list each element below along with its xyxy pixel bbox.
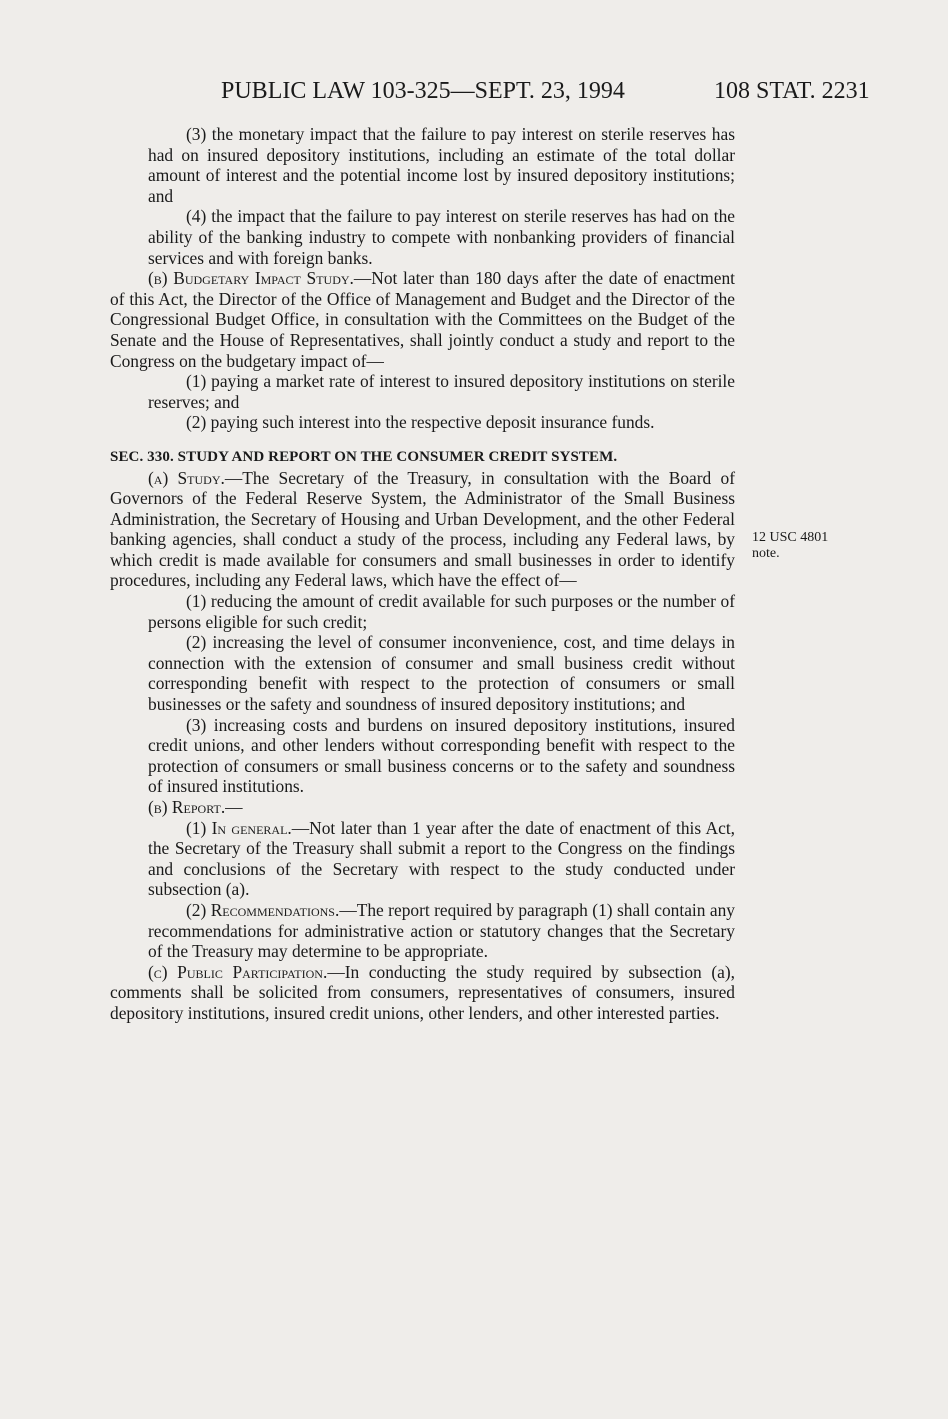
- subsection-b-report: [110, 797, 735, 818]
- margin-note: [752, 530, 828, 562]
- paragraph-text: —Not later than 1 year after the date of enactment of this Act, the Secretary of the Treasury shall submit a report to the Congress on the findings and conclusions of the Secretary with respect to the study conducted under subsection (a).: [148, 817, 735, 900]
- subsection-label: (b) Report.: [148, 797, 226, 817]
- document-body: [110, 124, 735, 1024]
- statute-page: 108 STAT. 2231: [714, 78, 870, 104]
- subsection-text: —The Secretary of the Treasury, in consultation with the Board of Governors of the Federal Reserve System, the Administrator of the Small Business Administration, the Secretary of Housing and Urban Development, and the other Federal banking agencies, shall conduct a study of the process, including any Federal laws, by which credit is made available for consumers and small businesses in order to identify procedures, including any Federal laws, which have the effect of—: [110, 467, 735, 591]
- margin-note-line2: note.: [752, 546, 780, 561]
- law-citation: PUBLIC LAW 103-325—SEPT. 23, 1994: [221, 78, 625, 104]
- study-item-2: (2) increasing the level of consumer inconvenience, cost, and time delays in connection with the extension of consumer and small business credit without corresponding benefit with respect to the protection of consumers or small businesses or the safety and soundness of insured depository institutions; and: [148, 632, 735, 715]
- paragraph-label: (1) In general.: [186, 817, 292, 838]
- subsection-a-study: [110, 468, 735, 592]
- subsection-dash: —: [225, 797, 243, 817]
- subsection-label: (c) Public Participation.: [148, 961, 328, 982]
- subsection-label: (b) Budgetary Impact Study.: [148, 268, 354, 289]
- running-header: [0, 72, 948, 112]
- paragraph-item-4: (4) the impact that the failure to pay interest on sterile reserves has had on the ability of the banking industry to compete with nonbanking providers of financial services and with foreign banks.: [148, 206, 735, 268]
- section-heading: SEC. 330. STUDY AND REPORT ON THE CONSUMER CREDIT SYSTEM.: [110, 448, 618, 465]
- budgetary-item-1: (1) paying a market rate of interest to insured depository institutions on sterile reserves; and: [148, 371, 735, 412]
- report-item-2: [148, 900, 735, 962]
- paragraph-item-3: (3) the monetary impact that the failure to pay interest on sterile reserves has had on insured depository institutions, including an estimate of the total dollar amount of interest and the potential income lost by insured depository institutions; and: [148, 124, 735, 206]
- subsection-text: —In conducting the study required by subsection (a), comments shall be solicited from consumers, representatives of consumers, insured depository institutions, insured credit unions, other lenders, and other interested parties.: [110, 961, 735, 1023]
- report-item-1: [148, 818, 735, 900]
- paragraph-label: (2) Recommendations.: [186, 899, 340, 920]
- margin-note-line1: 12 USC 4801: [752, 530, 829, 545]
- budgetary-item-2: (2) paying such interest into the respective deposit insurance funds.: [186, 412, 655, 433]
- subsection-label: (a) Study.: [148, 467, 225, 488]
- paragraph-text: —The report required by paragraph (1) shall contain any recommendations for administrative action or statutory changes that the Secretary of the Treasury may determine to be appropriate.: [148, 899, 735, 962]
- subsection-text: —Not later than 180 days after the date of enactment of this Act, the Director of the Office of Management and Budget and the Director of the Congressional Budget Office, in consultation with the Committees on the Budget of the Senate and the House of Representatives, shall jointly conduct a study and report to the Congress on the budgetary impact of—: [110, 268, 735, 371]
- study-item-3: (3) increasing costs and burdens on insured depository institutions, insured credit unions, and other lenders without corresponding benefit with respect to the protection of consumers or small business concerns or to the safety and soundness of insured institutions.: [148, 714, 735, 797]
- study-item-1: (1) reducing the amount of credit available for such purposes or the number of persons eligible for such credit;: [148, 591, 735, 632]
- subsection-c-public-participation: [110, 962, 735, 1024]
- subsection-b-budgetary: [110, 268, 735, 371]
